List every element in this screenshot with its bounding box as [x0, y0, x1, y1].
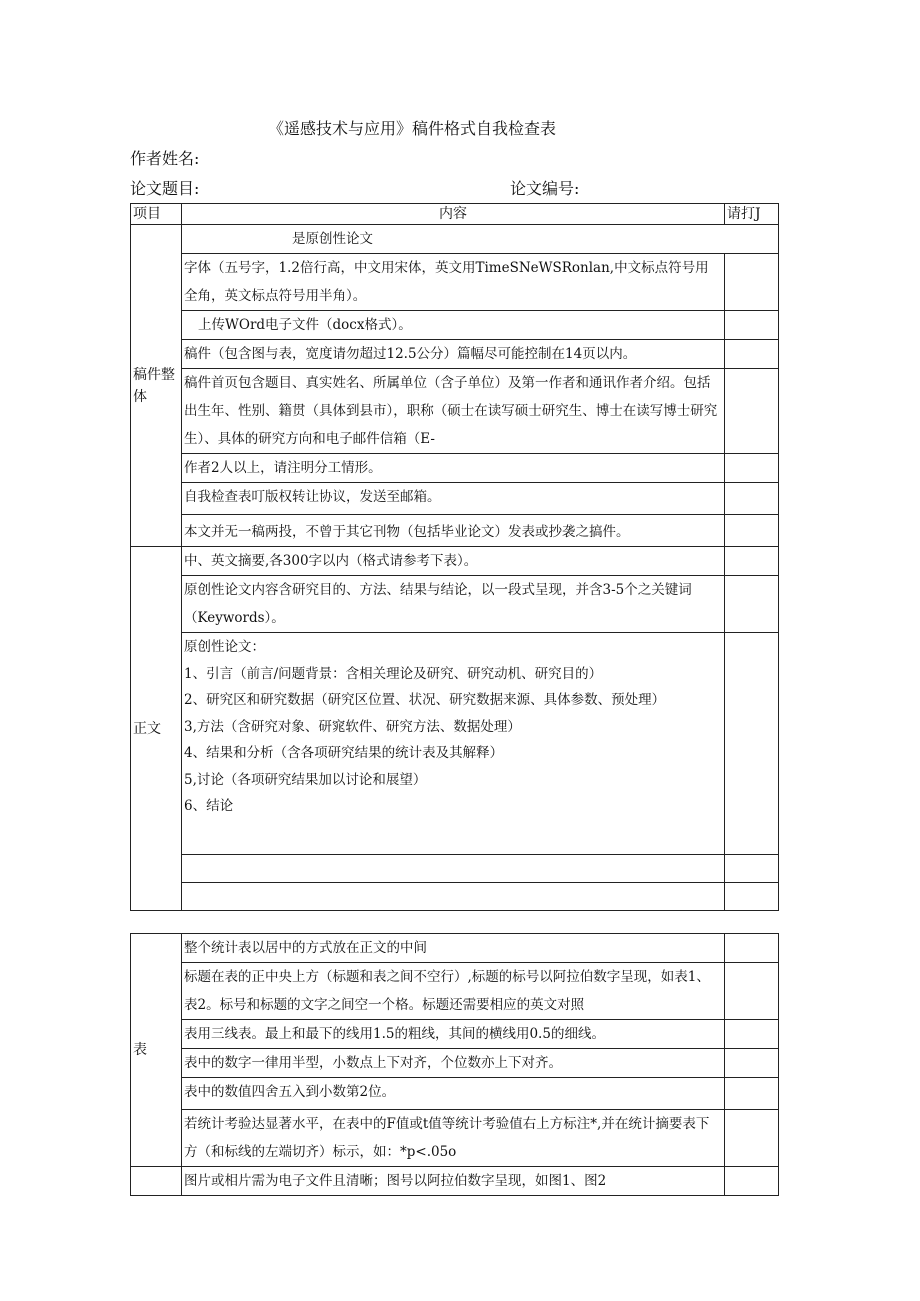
- header-content: 内容: [182, 204, 725, 225]
- check-cell[interactable]: [725, 963, 779, 1020]
- row-table-centered: 整个统计表以居中的方式放在正文的中间: [182, 934, 725, 963]
- row-content-keywords: 原创性论文内容含研究目的、方法、结果与结论，以一段式呈现，并含3-5个之关键词（Keywords）。: [182, 576, 725, 633]
- checklist-table-tables: [130, 933, 779, 1196]
- row-significance-marking: 若统计考验达显著水平，在表中的F值或t值等统计考验值右上方标注*,并在统计摘要表下方（和标线的左端切齐）标示，如：*p<.05o: [182, 1110, 725, 1167]
- table-row: [131, 1020, 779, 1049]
- row-table-title: 标题在表的正中央上方（标题和表之间不空行）,标题的标号以阿拉伯数字呈现，如表1、表2。标号和标题的文字之间空一个格。标题还需要相应的英文对照: [182, 963, 725, 1020]
- table-row: [131, 633, 779, 855]
- row-no-duplicate-submission: 本文并无一稿两投，不曾于其它刊物（包括毕业论文）发表或抄袭之搞件。: [182, 515, 725, 547]
- checklist-table-main: [130, 203, 779, 911]
- structure-item-introduction: 1、引言（前言/问题背景：含相关理论及研究、研究动机、研究目的）: [184, 665, 603, 682]
- check-cell[interactable]: [725, 515, 779, 547]
- structure-item-methods: 3,方法（含研究对象、研窕软件、研究方法、数据处理）: [184, 718, 521, 735]
- empty-content-cell: [182, 855, 725, 883]
- table-row: [131, 1110, 779, 1167]
- paper-title-label: 论文题目:: [130, 179, 200, 198]
- structure-item-conclusion: 6、结论: [184, 798, 234, 814]
- table-row: [131, 483, 779, 515]
- header-check: 请打J: [725, 204, 779, 225]
- structure-heading: 原创性论文：: [184, 639, 265, 655]
- check-cell[interactable]: [725, 1167, 779, 1196]
- table-row: [131, 254, 779, 311]
- check-cell[interactable]: [725, 254, 779, 311]
- paper-number-label: 论文编号:: [510, 179, 580, 198]
- check-cell[interactable]: [725, 454, 779, 483]
- row-number-format: 表中的数字一律用半型，小数点上下对齐，个位数亦上下对齐。: [182, 1049, 725, 1078]
- table-row: [131, 576, 779, 633]
- row-rounding: 表中的数值四舍五入到小数第2位。: [182, 1078, 725, 1110]
- table-row: [131, 1078, 779, 1110]
- row-original-paper: 是原创性论文: [182, 225, 779, 254]
- structure-item-results: 4、结果和分析（含各项研究结果的统计表及其解释）: [184, 745, 504, 761]
- check-cell[interactable]: [725, 633, 779, 855]
- row-first-page-info: 稿件首页包含题目、真实姓名、所属单位（含子单位）及第一作者和通讯作者介绍。包括出生年、性别、籍贯（具体到县市），职称（硕士在读写硕士研究生、博士在读写博士研究生）、具体的研究方向和电子邮件信箱（E-: [182, 369, 725, 454]
- check-cell[interactable]: [725, 576, 779, 633]
- check-cell[interactable]: [725, 483, 779, 515]
- table-row: [131, 547, 779, 576]
- row-abstracts: 中、英文摘要,各300字以内（格式请参考下表）。: [182, 547, 725, 576]
- structure-item-discussion: 5,讨论（各项研究结果加以讨论和展望）: [184, 771, 427, 788]
- category-figures: [131, 1167, 182, 1196]
- category-tables: 表: [131, 934, 182, 1167]
- table-row: [131, 1049, 779, 1078]
- table-row: [131, 855, 779, 883]
- check-cell[interactable]: [725, 369, 779, 454]
- check-cell[interactable]: [725, 340, 779, 369]
- check-cell[interactable]: [725, 883, 779, 911]
- check-cell[interactable]: [725, 547, 779, 576]
- table-header-row: [131, 204, 779, 225]
- table-row: [131, 225, 779, 254]
- row-multiple-authors: 作者2人以上，请注明分工情形。: [182, 454, 725, 483]
- table-row: [131, 1167, 779, 1196]
- row-font-requirements: 字体（五号字，1.2倍行高，中文用宋体，英文用TimeSNeWSRonlan,中文标点符号用全角，英文标点符号用半角）。: [182, 254, 725, 311]
- row-copyright-form: 自我检查表叮版权转让协议，发送至邮箱。: [182, 483, 725, 515]
- document-title: 《遥感技术与应用》稿件格式自我检查表: [268, 119, 557, 138]
- empty-content-cell: [182, 883, 725, 911]
- check-cell[interactable]: [725, 1078, 779, 1110]
- table-row: [131, 963, 779, 1020]
- table-row: [131, 340, 779, 369]
- check-cell[interactable]: [725, 1110, 779, 1167]
- category-manuscript-overall: 稿件整体: [131, 225, 182, 547]
- row-three-line-table: 表用三线表。最上和最下的线用1.5的粗线，其间的横线用0.5的细线。: [182, 1020, 725, 1049]
- author-name-label: 作者姓名:: [130, 149, 200, 168]
- check-cell[interactable]: [725, 311, 779, 340]
- row-upload-word: 上传WOrd电子文件（docx格式）。: [182, 311, 725, 340]
- row-figures: 图片或相片需为电子文件且清晰；图号以阿拉伯数字呈现，如图1、图2: [182, 1167, 725, 1196]
- table-row: [131, 934, 779, 963]
- table-row: [131, 369, 779, 454]
- row-manuscript-width: 稿件（包含图与表，宽度请勿超过12.5公分）篇幅尽可能控制在14页以内。: [182, 340, 725, 369]
- check-cell[interactable]: [725, 1020, 779, 1049]
- structure-item-study-area: 2、研究区和研究数据（研究区位置、状况、研究数据来源、具体参数、预处理）: [184, 692, 666, 708]
- row-paper-structure: [182, 633, 725, 855]
- check-cell[interactable]: [725, 855, 779, 883]
- check-cell[interactable]: [725, 934, 779, 963]
- category-main-text: 正文: [131, 547, 182, 911]
- table-row: [131, 515, 779, 547]
- table-row: [131, 883, 779, 911]
- check-cell[interactable]: [725, 1049, 779, 1078]
- table-row: [131, 454, 779, 483]
- table-row: [131, 311, 779, 340]
- header-item: 项目: [131, 204, 182, 225]
